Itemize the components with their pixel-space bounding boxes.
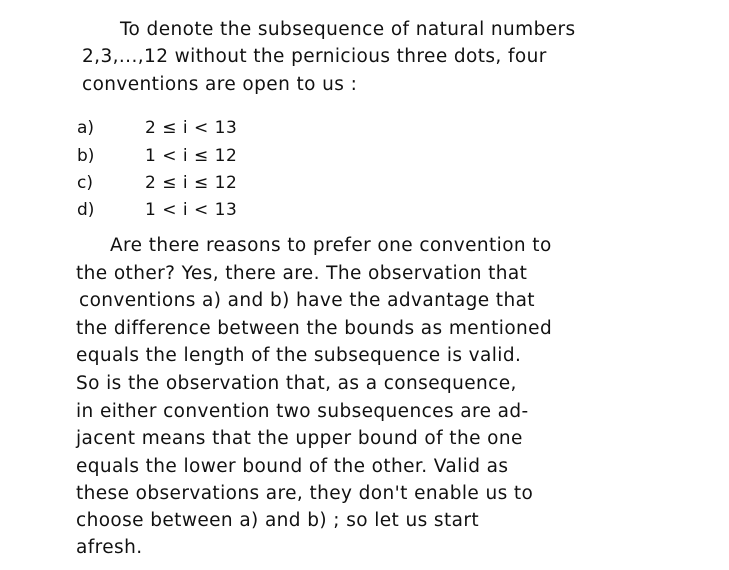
convention-label: a) xyxy=(77,118,95,138)
paragraph2-line-7: in either convention two subsequences are ad- xyxy=(76,401,529,422)
paragraph2-line-5: equals the length of the subsequence is valid. xyxy=(76,345,522,366)
paragraph2-line-12: afresh. xyxy=(76,537,143,558)
convention-a xyxy=(77,116,297,140)
paragraph2-line-3: conventions a) and b) have the advantage that xyxy=(79,290,535,311)
convention-expression: 2 ≤ i < 13 xyxy=(145,118,238,138)
paragraph2-line-1: Are there reasons to prefer one convention to xyxy=(110,235,552,256)
paragraph2-line-10: these observations are, they don't enable us to xyxy=(76,483,534,504)
paragraph1-line-2: 2,3,...,12 without the pernicious three dots, four xyxy=(82,46,547,67)
convention-label: d) xyxy=(77,200,95,220)
paragraph1-line-3: conventions are open to us : xyxy=(82,74,358,95)
paragraph2-line-4: the difference between the bounds as mentioned xyxy=(76,318,553,339)
paragraph2-line-9: equals the lower bound of the other. Valid as xyxy=(76,456,509,477)
convention-expression: 1 < i ≤ 12 xyxy=(145,146,238,166)
paragraph2-line-11: choose between a) and b) ; so let us start xyxy=(76,510,480,531)
convention-label: c) xyxy=(77,173,93,193)
paragraph2-line-8: jacent means that the upper bound of the one xyxy=(76,428,523,449)
convention-b xyxy=(77,144,297,168)
convention-c xyxy=(77,171,297,195)
paragraph2-line-2: the other? Yes, there are. The observation that xyxy=(76,263,528,284)
convention-expression: 1 < i < 13 xyxy=(145,200,238,220)
convention-expression: 2 ≤ i ≤ 12 xyxy=(145,173,238,193)
paragraph1-line-1: To denote the subsequence of natural numbers xyxy=(120,19,576,40)
convention-label: b) xyxy=(77,146,95,166)
convention-d xyxy=(77,198,297,222)
paragraph2-line-6: So is the observation that, as a consequence, xyxy=(76,373,517,394)
